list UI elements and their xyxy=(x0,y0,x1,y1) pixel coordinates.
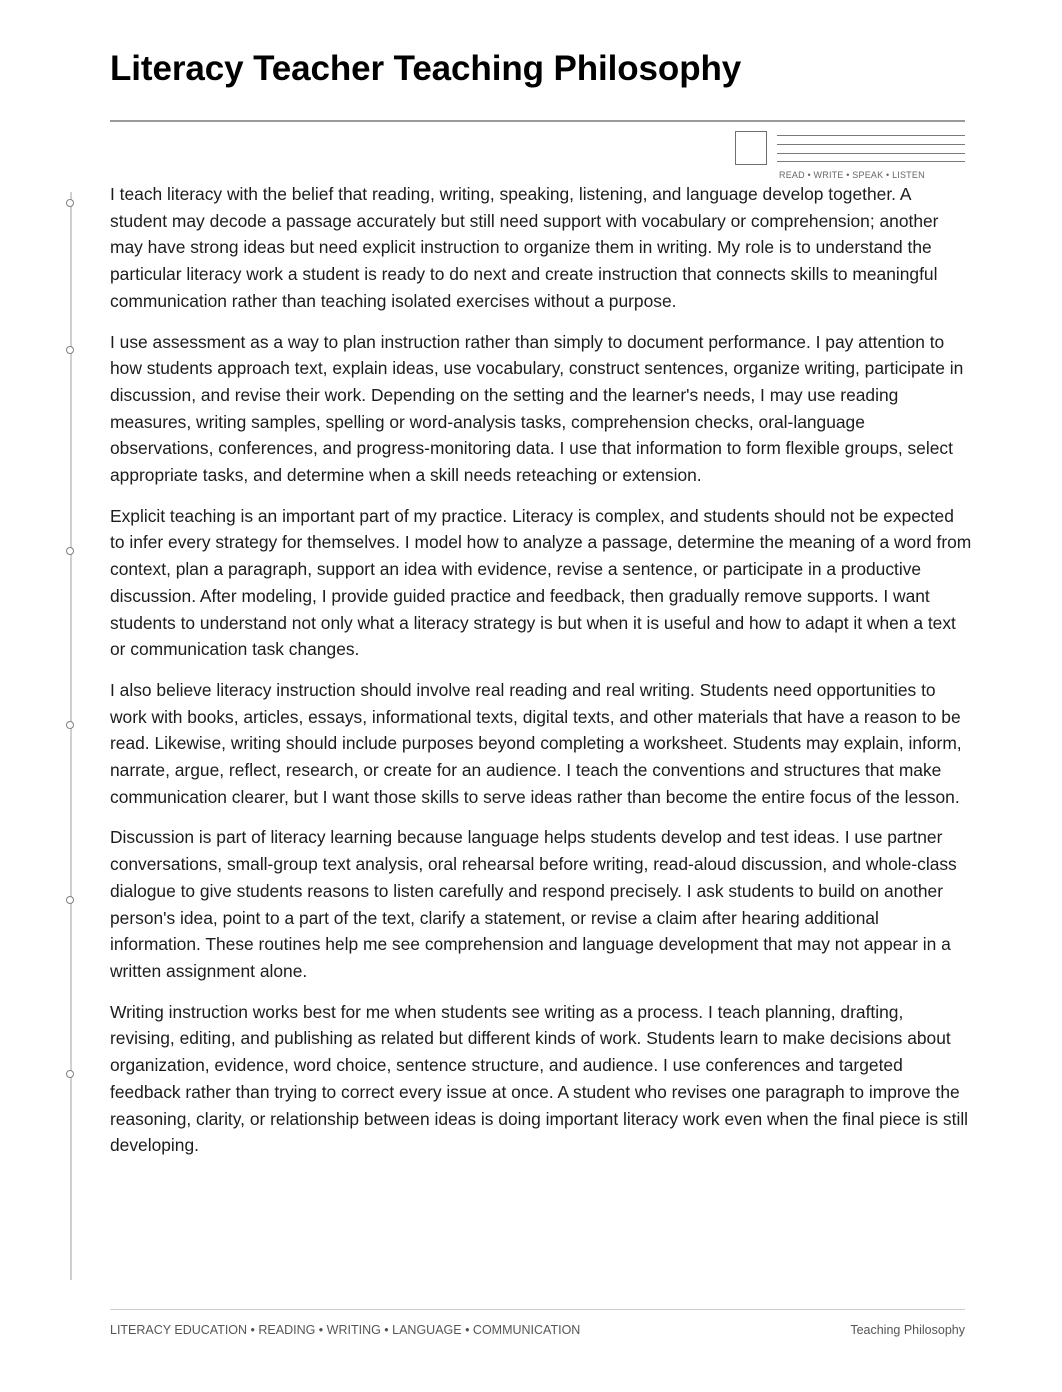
paragraph: I use assessment as a way to plan instruction rather than simply to document performance. I pay attention to how students approach text, explain ideas, use vocabulary, construct sentences, organize writing, participate in discussion, and revise their work. Depending on the setting and the learner's needs, I may use reading measures, writing samples, spelling or word-analysis tasks, comprehension checks, oral-language observations, conferences, and progress-monitoring data. I use that information to form flexible groups, select appropriate tasks, and determine when a skill needs reteaching or extension. xyxy=(110,331,964,486)
timeline-marker xyxy=(66,1070,74,1078)
timeline-marker xyxy=(66,547,74,555)
paragraph: I also believe literacy instruction should involve real reading and real writing. Students need opportunities to work with books, articles, essays, informational texts, digital texts, and other materials that have a reason to be read. Likewise, writing should include purposes beyond completing a worksheet. Students may explain, inform, narrate, argue, reflect, research, or create for an audience. I teach the conventions and structures that make communication clearer, but I want those skills to serve ideas rather than become the entire focus of the lesson. xyxy=(110,679,962,807)
header-graphic-line xyxy=(777,161,965,162)
paragraph: Writing instruction works best for me when students see writing as a process. I teach planning, drafting, revising, editing, and publishing as related but different kinds of work. Students learn to make decisions about organization, evidence, word choice, sentence structure, and audience. I use conferences and targeted feedback rather than trying to correct every issue at once. A student who revises one paragraph to improve the reasoning, clarity, or relationship between ideas is doing important literacy work even when the final piece is still developing. xyxy=(110,1001,969,1156)
header-graphic-caption: READ • WRITE • SPEAK • LISTEN xyxy=(779,170,925,180)
body-text xyxy=(110,181,972,1173)
timeline-marker xyxy=(66,721,74,729)
header-graphic xyxy=(735,130,965,182)
header-graphic-box xyxy=(735,131,767,165)
title-divider xyxy=(110,120,965,122)
header-graphic-line xyxy=(777,135,965,136)
page-title: Literacy Teacher Teaching Philosophy xyxy=(110,49,742,88)
footer-subject-line: LITERACY EDUCATION • READING • WRITING • LANGUAGE • COMMUNICATION xyxy=(110,1323,581,1337)
timeline-marker xyxy=(66,199,74,207)
paragraph: Explicit teaching is an important part of my practice. Literacy is complex, and students should not be expected to infer every strategy for themselves. I model how to analyze a passage, determine the meaning of a word from context, plan a paragraph, support an idea with evidence, revise a sentence, or participate in a productive discussion. After modeling, I provide guided practice and feedback, then gradually remove supports. I want students to understand not only what a literacy strategy is but when it is useful and how to adapt it when a text or communication task changes. xyxy=(110,505,972,660)
footer-divider xyxy=(110,1309,965,1310)
timeline-marker xyxy=(66,896,74,904)
paragraph: Discussion is part of literacy learning because language helps students develop and test ideas. I use partner conversations, small-group text analysis, oral rehearsal before writing, read-aloud discussion, and whole-class dialogue to give students reasons to listen carefully and respond precisely. I ask students to build on another person's idea, point to a part of the text, clarify a statement, or revise a claim after hearing additional information. These routines help me see comprehension and language development that may not appear in a written assignment alone. xyxy=(110,827,957,981)
header-graphic-line xyxy=(777,144,965,145)
timeline-marker xyxy=(66,346,74,354)
header-graphic-line xyxy=(777,153,965,154)
timeline-line xyxy=(70,192,72,1280)
paragraph: I teach literacy with the belief that reading, writing, speaking, listening, and language develop together. A student may decode a passage accurately but still need support with vocabulary or comprehension; another may have strong ideas but need explicit instruction to organize them in writing. My role is to understand the particular literacy work a student is ready to do next and create instruction that connects skills to meaningful communication rather than teaching isolated exercises without a purpose. xyxy=(110,184,939,311)
footer-document-label: Teaching Philosophy xyxy=(850,1323,965,1337)
